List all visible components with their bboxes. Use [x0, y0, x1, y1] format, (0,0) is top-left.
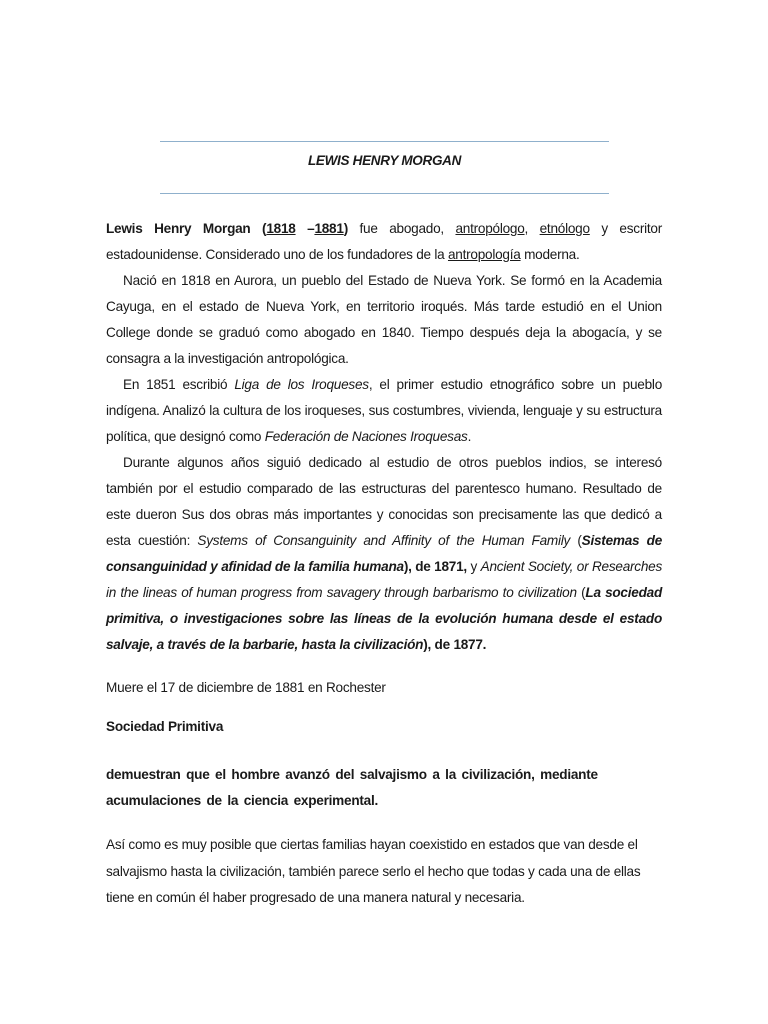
works-year-1877: ), de 1877.: [423, 637, 487, 652]
link-etnologo[interactable]: etnólogo: [539, 221, 590, 236]
iroquois-text-2: , el primer estudio etnográfico sobre un pueblo indígena. Analizó la cultura de los iroqueses, sus costumbres, vivienda, lenguaje y su estructura política, que designó como: [106, 377, 663, 444]
paragraph-birth: Nació en 1818 en Aurora, un pueblo del Estado de Nueva York. Se formó en la Academia Cayuga, en el estado de Nueva York, en territorio iroqués. Más tarde estudió en el Union College donde se graduó como abogado en 1840. Tiempo después deja la abogacía, y se consagra a la investigación antropológica.: [106, 273, 662, 366]
intro-text-4: moderna.: [520, 247, 580, 262]
subject-name: Lewis Henry Morgan: [106, 221, 251, 236]
paragraph-works: [106, 450, 662, 658]
dash: –: [295, 221, 315, 236]
paragraph-iroquois: [106, 372, 662, 450]
work-title-sistemas: Sistemas de consanguinidad y afinidad de la familia humana: [106, 533, 663, 574]
work-title-ancient-society: Ancient Society, or Researches in the lineas of human progress from savagery through barbarismo to civilization: [106, 559, 662, 600]
paragraph-asi: Así como es muy posible que ciertas familias hayan coexistido en estados que van desde el salvajismo hasta la civilización, también parece serlo el hecho que todas y cada una de ellas tiene en común él haber progresado de una manera natural y necesaria.: [106, 837, 641, 905]
paren-open: (: [250, 221, 267, 236]
death-note: Muere el 17 de diciembre de 1881 en Rochester: [106, 680, 386, 695]
iroquois-text-1: En 1851 escribió: [123, 377, 235, 392]
paragraph-intro: [106, 216, 662, 268]
link-1881[interactable]: 1881: [314, 221, 344, 236]
link-antropologia[interactable]: antropología: [447, 247, 521, 262]
work-title-liga: Liga de los Iroqueses: [234, 377, 369, 392]
link-1818[interactable]: 1818: [266, 221, 296, 236]
intro-text-1: fue abogado,: [347, 221, 456, 236]
works-text-4: (: [576, 585, 586, 600]
works-text-2: (: [570, 533, 582, 548]
works-text-3: y: [466, 559, 481, 574]
biography-text: [106, 216, 662, 658]
document-title: LEWIS HENRY MORGAN: [307, 153, 462, 168]
work-title-sociedad-primitiva: La sociedad primitiva, o investigaciones sobre las líneas de la evolución humana desde el estado salvaje, a través de la barbarie, hasta la civilización: [106, 585, 663, 652]
thesis-statement: demuestran que el hombre avanzó del salvajismo a la civilización, mediante acumulaciones de la ciencia experimental.: [106, 767, 598, 808]
iroquois-text-3: .: [467, 429, 472, 444]
work-title-systems: Systems of Consanguinity and Affinity of the Human Family: [197, 533, 571, 548]
section-heading: Sociedad Primitiva: [106, 719, 224, 734]
intro-text-2: ,: [524, 221, 540, 236]
title-rule-bottom: [160, 193, 609, 194]
intro-text-3: y escritor estadounidense. Considerado uno de los fundadores de la: [106, 221, 662, 262]
paren-close: ): [343, 221, 348, 236]
works-text-1: Durante algunos años siguió dedicado al estudio de otros pueblos indios, se interesó también por el estudio comparado de las estructuras del parentesco humano. Resultado de este dueron Sus dos obras más importantes y conocidas son precisamente las que dedicó a esta cuestión:: [106, 455, 662, 548]
federation-name: Federación de Naciones Iroquesas: [264, 429, 468, 444]
title-rule-top: [160, 141, 609, 142]
works-year-1871: ), de 1871,: [403, 559, 467, 574]
link-antropologo[interactable]: antropólogo: [455, 221, 525, 236]
